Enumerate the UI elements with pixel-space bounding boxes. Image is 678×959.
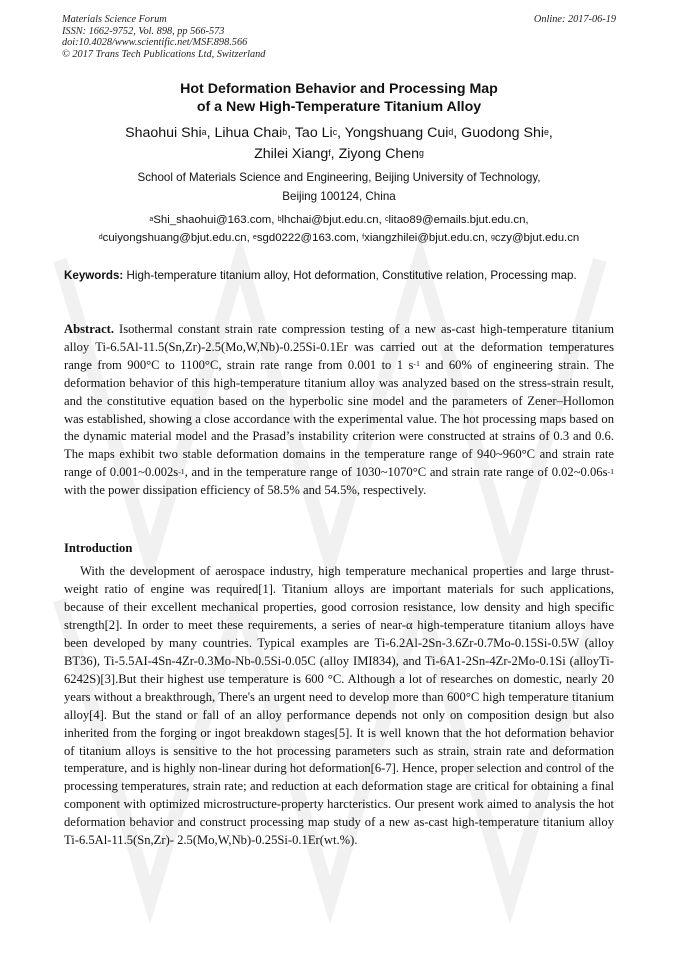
abstract-text-2: and 60% of engineering strain. The deformation behavior of this high-temperature titanium alloy was analyzed based on the stress-strain result, and the constitutive equation based on the hyperbolic sine model and the parameters of Zener–Hollomon was established, showing a close accordance with the experimental value. The hot processing maps based on the dynamic material model and the Prasad’s instability criterion were constructed at strains of 0.3 and 0.6. The maps exhibit two stable deformation domains in the temperature range of 940~960°C and strain rate range of 0.001~0.002s [64, 357, 614, 480]
author-affil-sup: e [543, 126, 549, 137]
emails-line-2 [40, 229, 638, 247]
email-address[interactable]: lhchai@bjut.edu.cn [281, 214, 379, 226]
email-sup: a [149, 216, 154, 224]
author-separator: , [330, 146, 339, 162]
author-name: Ziyong Chen [338, 146, 420, 162]
email-address[interactable]: cuiyongshuang@bjut.edu.cn [102, 232, 247, 244]
author-list [40, 123, 638, 165]
abstract-text-3: , and in the temperature range of 1030~1070°C and strain rate range of 0.02~0.06s [184, 465, 608, 480]
emails-line-1 [40, 211, 638, 229]
abstract-sup-3: -1 [607, 466, 614, 476]
abstract-paragraph [64, 321, 614, 500]
affiliation [40, 168, 638, 206]
paper-title [40, 80, 638, 116]
author-separator: , [453, 125, 462, 141]
author-affil-sup: f [328, 147, 331, 158]
author-name: Yongshuang Cui [344, 125, 449, 141]
email-separator: , [484, 232, 491, 244]
keywords-paragraph [64, 267, 614, 285]
author-separator: , [206, 125, 215, 141]
authors-line-1 [40, 123, 638, 144]
email-separator: , [246, 232, 253, 244]
journal-name: Materials Science Forum [62, 14, 167, 25]
email-address[interactable]: sgd0222@163.com [256, 232, 356, 244]
email-list [40, 211, 638, 247]
email-address[interactable]: Shi_shaohui@163.com [153, 214, 272, 226]
title-line-2: of a New High-Temperature Titanium Alloy [196, 99, 482, 115]
introduction-heading: Introduction [64, 541, 133, 555]
email-address[interactable]: xiangzhilei@bjut.edu.cn [364, 232, 485, 244]
abstract-text-4: with the power dissipation efficiency of 58.5% and 54.5%, respectively. [64, 483, 427, 498]
authors-line-2 [40, 144, 638, 165]
abstract-sup-1: -1 [413, 359, 420, 369]
title-line-1: Hot Deformation Behavior and Processing Map [180, 81, 498, 97]
email-sup: c [384, 216, 389, 224]
author-name: Shaohui Shi [125, 125, 202, 141]
introduction-paragraph: With the development of aerospace industry, high temperature mechanical properties and large thrust-weight ratio of engine was required[1]. Titanium alloys are important materials for such applications, because of their excellent mechanical properties, good corrosion resistance, low density and high specific strength[2]. In order to meet these requirements, a series of near-α high-temperature titanium alloys have been developed by many countries. Typical examples are Ti-6.2Al-2Sn-3.6Zr-0.7Mo-0.15Si-0.5W (alloy BT36), Ti-5.5AI-4Sn-4Zr-0.3Mo-Nb-0.5Si-0.05C (alloy IMI834), and Ti-6A1-2Sn-4Zr-2Mo-0.1Si (alloyTi-6242S)[3].But their highest use temperature is 600 °C. Although a lot of researches on domestic, nearly 20 years without a breakthrough, There's an urgent need to develop more than 600°C high temperature titanium alloy[4]. But the stand or fall of an alloy performance depends not only on composition design but also inherited from the forging or ingot breakdown stages[5]. It is well known that the hot deformation behavior of titanium alloys is sensitive to the hot processing parameters such as strain, strain rate and deformation temperature, and is highly non-linear during hot deformation[6-7]. Hence, proper selection and control of the processing temperatures, strain rate; and reduction at each deformation stage are critical for obtaining a final component with optimized microstructure-property harcteristics. Our present work aimed to analysis the hot deformation behavior and construct processing map study of a new as-cast high-temperature titanium alloy Ti-6.5Al-11.5(Sn,Zr)- 2.5(Mo,W,Nb)-0.25Si-0.1Er(wt.%). [64, 564, 614, 848]
copyright-line: © 2017 Trans Tech Publications Ltd, Switzerland [62, 48, 266, 60]
author-separator: , [548, 125, 553, 141]
abstract-label: Abstract. [64, 322, 115, 336]
email-separator: , [355, 232, 363, 244]
author-separator: , [337, 125, 345, 141]
email-address[interactable]: czy@bjut.edu.cn [494, 232, 580, 244]
email-sup: g [490, 234, 495, 242]
abstract-text-1: Isothermal constant strain rate compression testing of a new as-cast high-temperature titanium alloy Ti-6.5Al-11.5(Sn,Zr)-2.5(Mo,W,Nb)-0.25Si-0.1Er was carried out at the deformation temperatures range from 900°C to 1100°C, strain rate range from 0.001 to 1 s [64, 322, 614, 372]
keywords-text: High-temperature titanium alloy, Hot deformation, Constitutive relation, Processing map. [126, 269, 577, 282]
affiliation-line-1: School of Materials Science and Engineering, Beijing University of Technology, [137, 171, 541, 184]
email-address[interactable]: litao89@emails.bjut.edu.cn [388, 214, 526, 226]
email-separator: , [271, 214, 278, 226]
abstract-sup-2: -1 [178, 466, 185, 476]
doi-line: doi:10.4028/www.scientific.net/MSF.898.566 [62, 37, 248, 48]
author-affil-sup: c [332, 126, 338, 137]
author-affil-sup: g [419, 147, 424, 158]
author-name: Guodong Shi [461, 125, 544, 141]
author-name: Zhilei Xiang [254, 146, 329, 162]
author-affil-sup: d [448, 126, 454, 137]
email-sup: b [277, 216, 282, 224]
online-date: Online: 2017-06-19 [533, 14, 616, 25]
author-affil-sup: a [201, 126, 207, 137]
email-sup: e [252, 234, 257, 242]
author-affil-sup: b [282, 126, 288, 137]
keywords-label: Keywords: [64, 269, 124, 282]
author-name: Lihua Chai [214, 125, 283, 141]
author-separator: , [287, 125, 295, 141]
email-separator: , [525, 214, 529, 226]
issn-line: ISSN: 1662-9752, Vol. 898, pp 566-573 [62, 25, 225, 37]
email-separator: , [378, 214, 385, 226]
author-name: Tao Li [294, 125, 333, 141]
email-sup: d [98, 234, 103, 242]
email-sup: f [362, 234, 365, 242]
affiliation-line-2: Beijing 100124, China [282, 190, 396, 203]
